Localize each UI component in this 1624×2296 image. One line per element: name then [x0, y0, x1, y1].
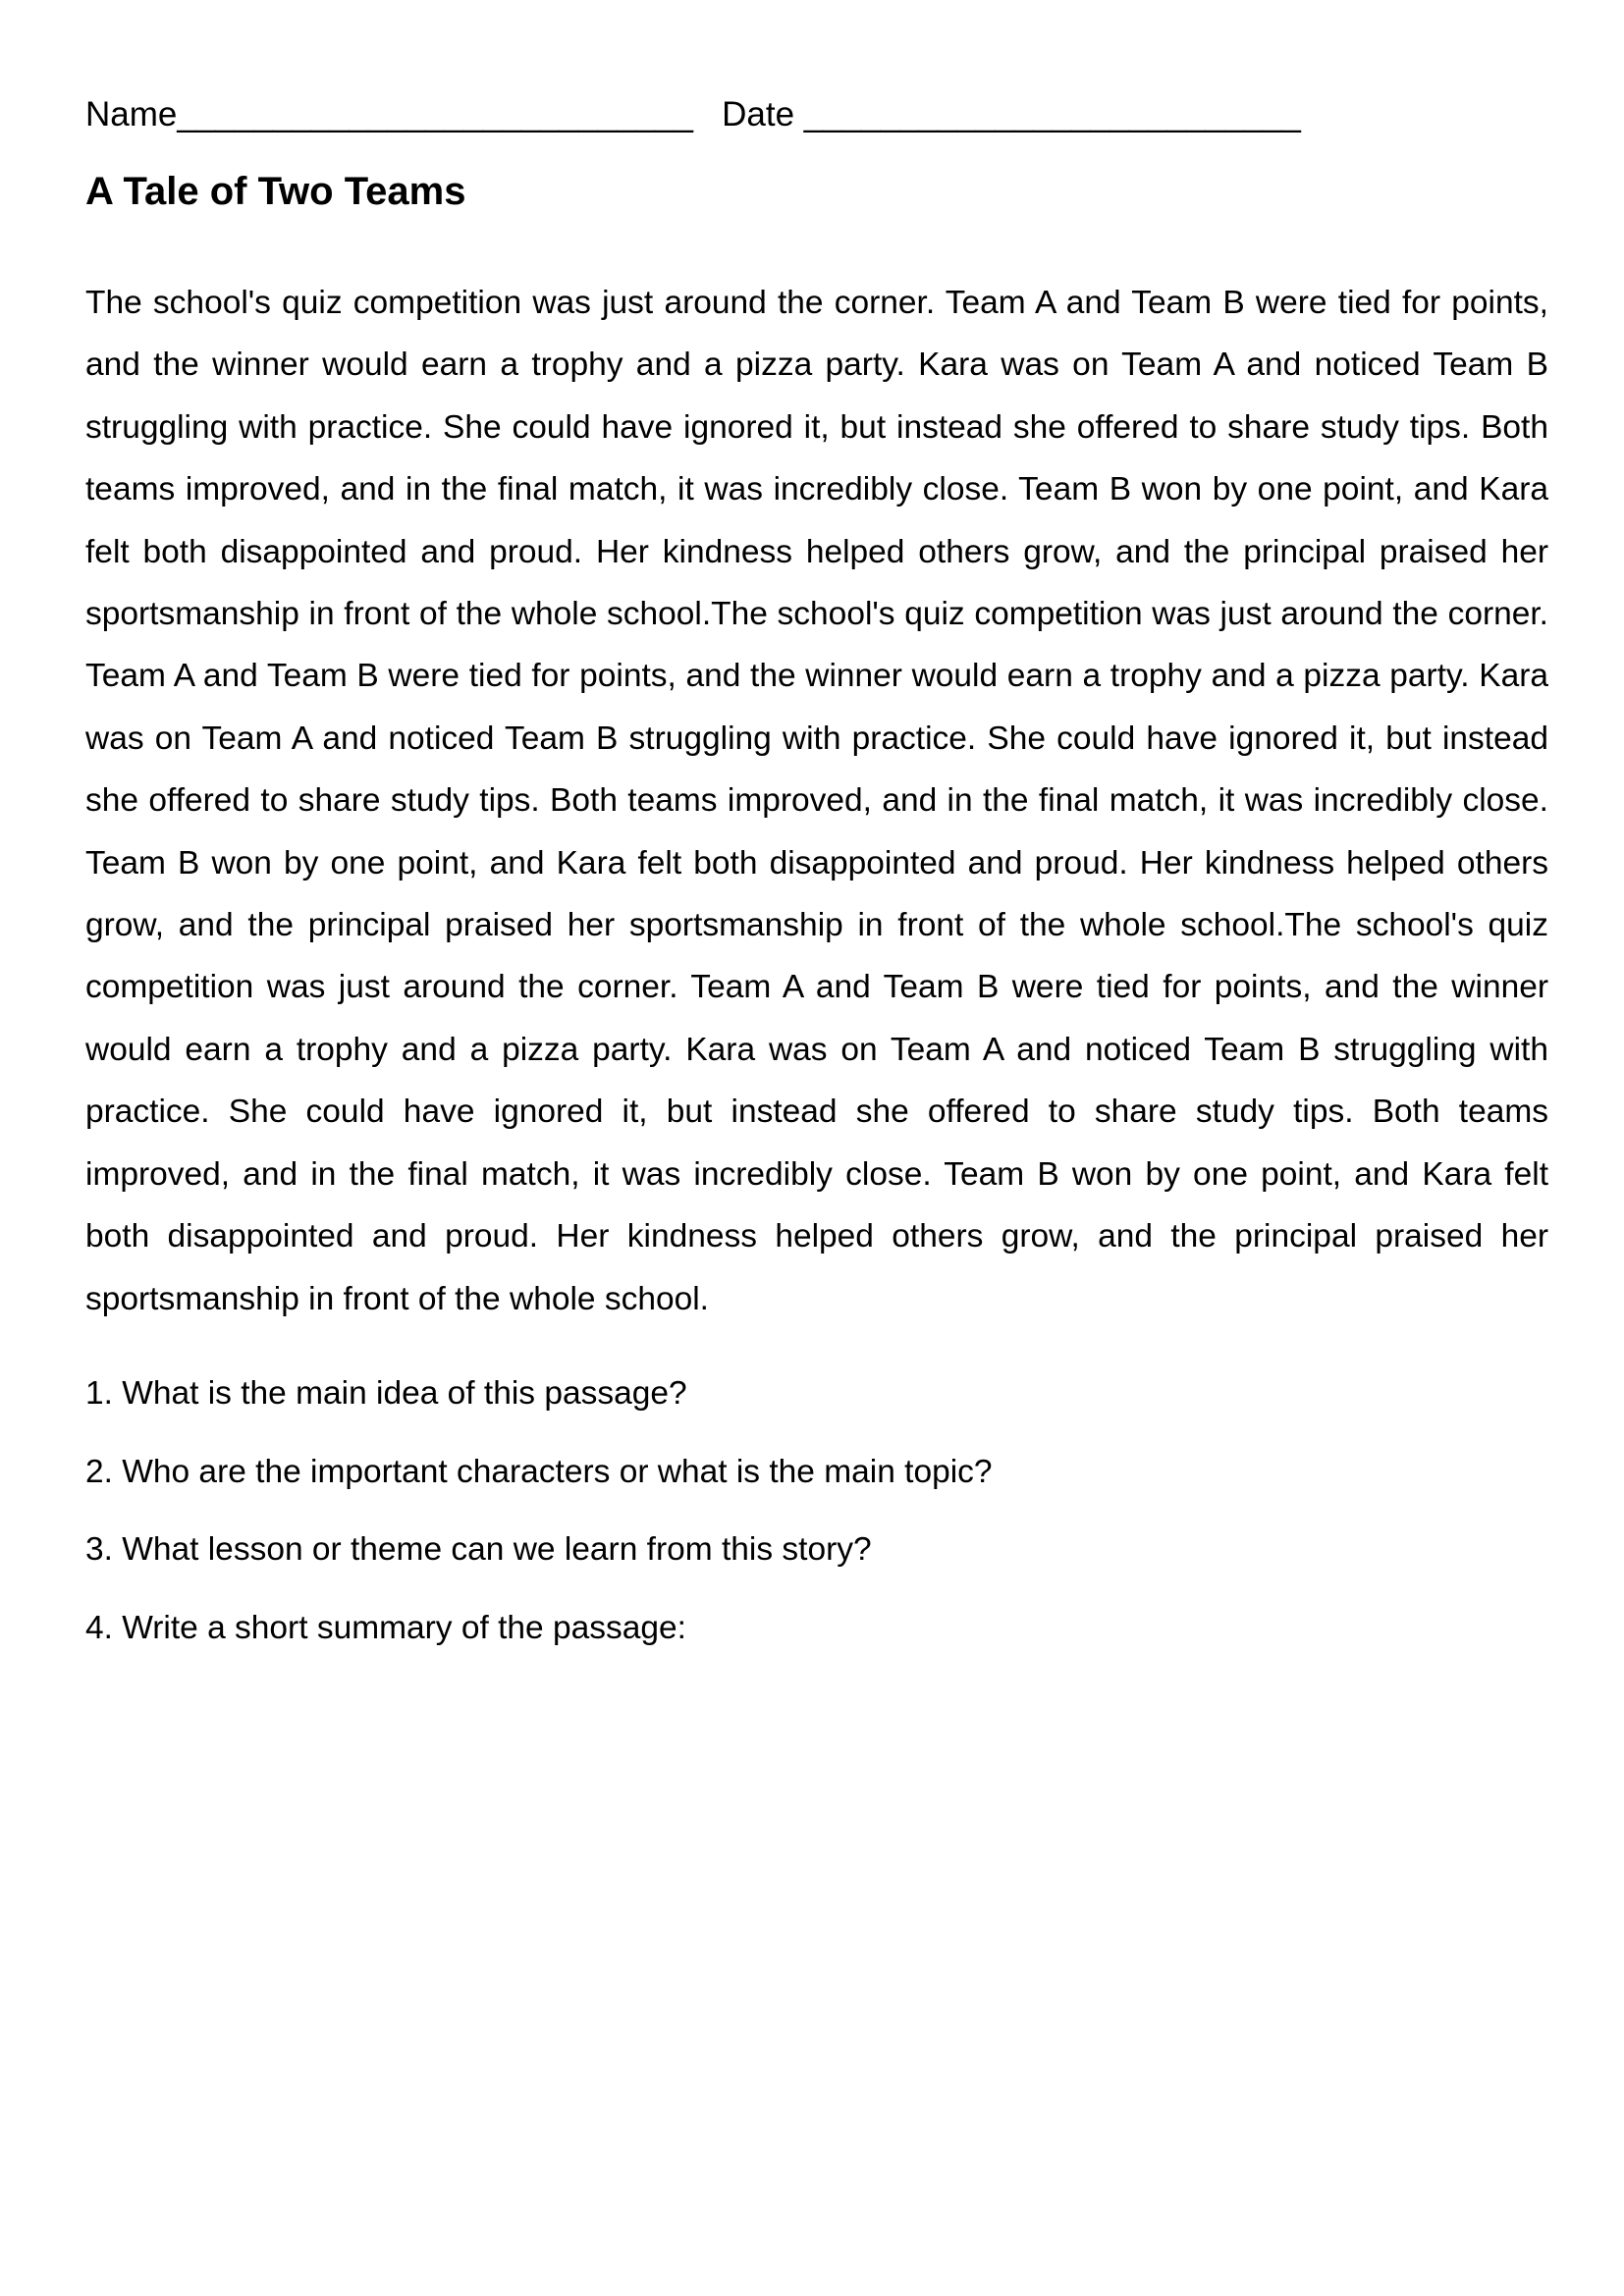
question-list — [85, 1369, 993, 1682]
question-item: 4. Write a short summary of the passage: — [85, 1609, 686, 1646]
date-field[interactable]: Date __________________________ — [722, 95, 1301, 133]
question-item: 1. What is the main idea of this passage? — [85, 1375, 687, 1412]
page-title: A Tale of Two Teams — [85, 170, 466, 213]
question-item: 2. Who are the important characters or what is the main topic? — [85, 1453, 993, 1490]
name-date-header — [85, 90, 1301, 139]
name-field[interactable]: Name___________________________ — [85, 95, 693, 133]
question-item: 3. What lesson or theme can we learn from this story? — [85, 1531, 872, 1568]
reading-passage: The school's quiz competition was just around the corner. Team A and Team B were tied for points, and the winner would earn a trophy and a pizza party. Kara was on Team A and noticed Team B struggling with practice. She could have ignored it, but instead she offered to share study tips. Both teams improved, and in the final match, it was incredibly close. Team B won by one point, and Kara felt both disappointed and proud. Her kindness helped others grow, and the principal praised her sportsmanship in front of the whole school.The school's quiz competition was just around the corner. Team A and Team B were tied for points, and the winner would earn a trophy and a pizza party. Kara was on Team A and noticed Team B struggling with practice. She could have ignored it, but instead she offered to share study tips. Both teams improved, and in the final match, it was incredibly close. Team B won by one point, and Kara felt both disappointed and proud. Her kindness helped others grow, and the principal praised her sportsmanship in front of the whole school.The school's quiz competition was just around the corner. Team A and Team B were tied for points, and the winner would earn a trophy and a pizza party. Kara was on Team A and noticed Team B struggling with practice. She could have ignored it, but instead she offered to share study tips. Both teams improved, and in the final match, it was incredibly close. Team B won by one point, and Kara felt both disappointed and proud. Her kindness helped others grow, and the principal praised her sportsmanship in front of the whole school. — [85, 285, 1548, 1317]
